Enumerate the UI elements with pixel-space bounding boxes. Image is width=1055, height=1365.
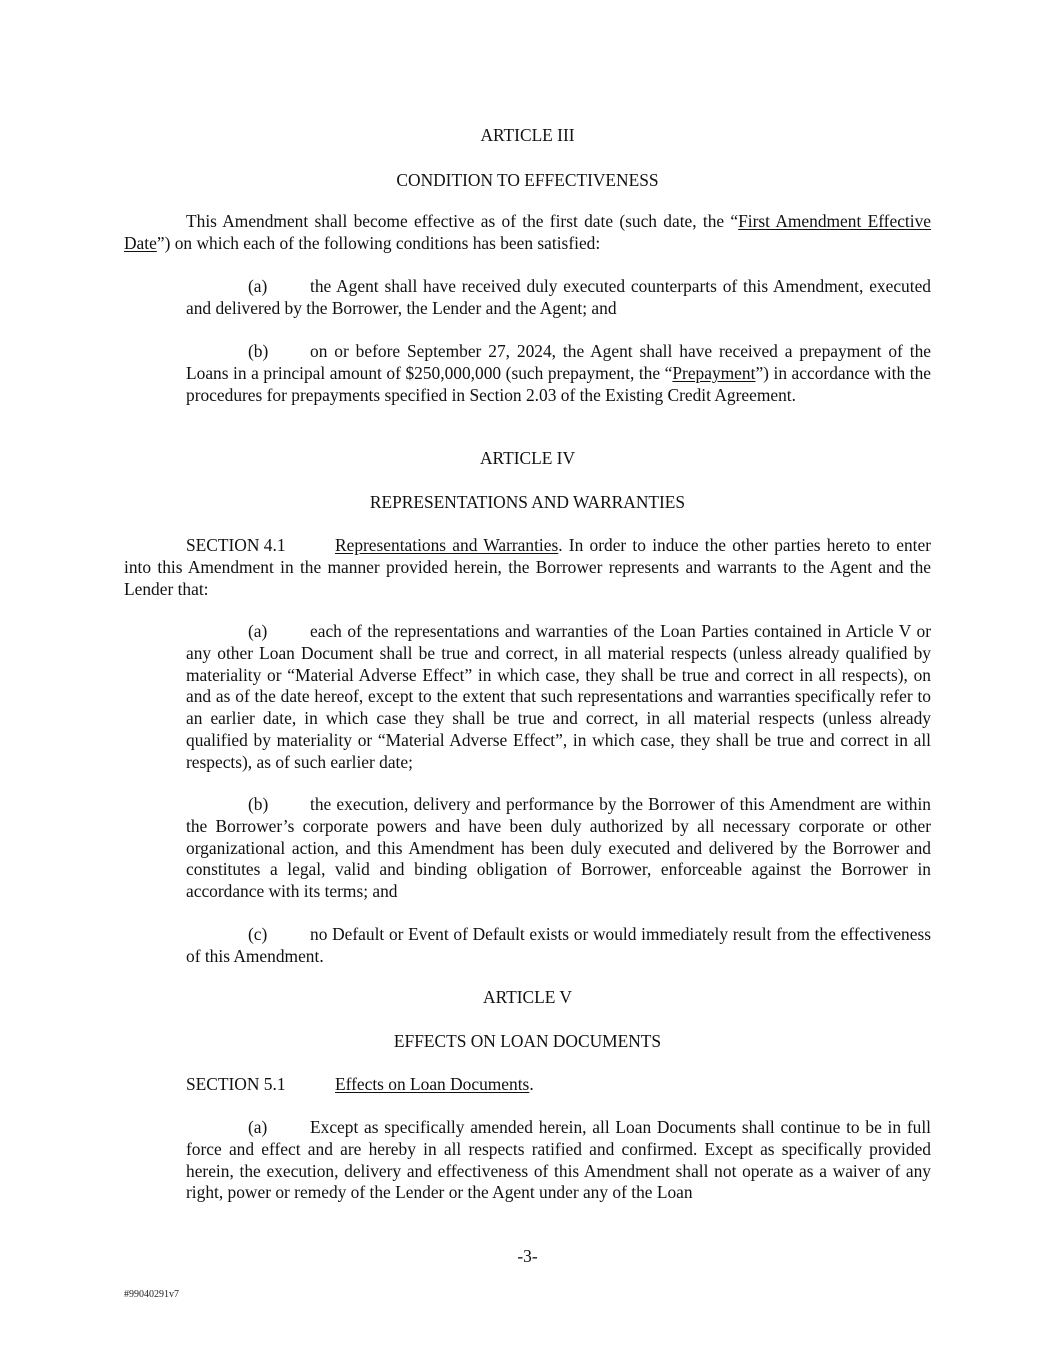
clause-label: (a) <box>248 276 268 296</box>
article-4-title: REPRESENTATIONS AND WARRANTIES <box>369 492 686 512</box>
clause-label: (b) <box>248 794 269 814</box>
section-text: . In order to induce the other parties hereto to enter into this Amendment in the manner provided herein, the Borrower represents and warrants to the Agent and the Lender that: <box>124 535 931 599</box>
article-4-clause-a <box>186 621 931 774</box>
intro-text-post: ”) on which each of the following conditions has been satisfied: <box>156 232 601 253</box>
article-3-heading: ARTICLE III <box>480 125 575 145</box>
section-number: SECTION 5.1 <box>186 1074 286 1094</box>
page-number: -3- <box>517 1246 538 1266</box>
section-5-1-paragraph <box>186 1074 931 1096</box>
article-4-heading: ARTICLE IV <box>479 448 576 468</box>
clause-text: no Default or Event of Default exists or would immediately result from the effectiveness of this Amendment. <box>186 924 931 966</box>
defined-term-first-amendment-effective-date: First Amendment Effective Date <box>124 211 931 253</box>
defined-term-prepayment: Prepayment <box>672 362 756 383</box>
clause-text: each of the representations and warranties of the Loan Parties contained in Article V or any other Loan Document shall be true and correct, in all material respects (unless already qualified by materiality or “Material Adverse Effect” in which case, they shall be true and correct in all respects), on and as of the date hereof, except to the extent that such representations and warranties specifically refer to an earlier date, in which case they shall be true and correct, in all material respects (unless already qualified by materiality or “Material Adverse Effect”, in which case, they shall be true and correct in all respects), as of such earlier date; <box>186 621 931 772</box>
article-3-title: CONDITION TO EFFECTIVENESS <box>396 170 659 190</box>
clause-text-pre: on or before September 27, 2024, the Agent shall have received a prepayment of the Loans in a principal amount of $250,000,000 (such prepayment, the “ <box>186 341 931 383</box>
clause-text: the execution, delivery and performance by the Borrower of this Amendment are within the Borrower’s corporate powers and have been duly authorized by all necessary corporate or other organizational action, and this Amendment has been duly executed and delivered by the Borrower and constitutes a legal, valid and binding obligation of Borrower, enforceable against the Borrower in accordance with its terms; and <box>186 794 931 902</box>
clause-label: (a) <box>248 1117 268 1137</box>
article-5-title: EFFECTS ON LOAN DOCUMENTS <box>393 1031 662 1051</box>
clause-label: (a) <box>248 621 268 641</box>
intro-text-pre: This Amendment shall become effective as of the first date (such date, the “ <box>186 211 739 231</box>
article-5-clause-a <box>186 1117 931 1204</box>
document-id: #99040291v7 <box>124 1289 179 1300</box>
article-3-clause-b <box>186 341 931 406</box>
section-4-1-paragraph <box>124 535 931 600</box>
section-caption: Representations and Warranties <box>335 535 559 555</box>
article-3-clause-a <box>186 276 931 320</box>
clause-text-post: ”) in accordance with the procedures for prepayments specified in Section 2.03 of the Existing Credit Agreement. <box>186 362 931 405</box>
article-4-clause-c <box>186 924 931 968</box>
clause-label: (c) <box>248 924 268 944</box>
section-text: . <box>529 1074 534 1094</box>
section-number: SECTION 4.1 <box>186 535 286 555</box>
article-3-intro-paragraph <box>124 211 931 255</box>
clause-label: (b) <box>248 341 269 361</box>
article-4-clause-b <box>186 794 931 903</box>
article-5-heading: ARTICLE V <box>483 987 572 1007</box>
clause-text: the Agent shall have received duly executed counterparts of this Amendment, executed and delivered by the Borrower, the Lender and the Agent; and <box>186 276 931 318</box>
clause-text: Except as specifically amended herein, all Loan Documents shall continue to be in full force and effect and are hereby in all respects ratified and confirmed. Except as specifically provided herein, the execution, delivery and effectiveness of this Amendment shall not operate as a waiver of any right, power or remedy of the Lender or the Agent under any of the Loan <box>186 1117 931 1203</box>
section-caption: Effects on Loan Documents <box>335 1074 530 1094</box>
